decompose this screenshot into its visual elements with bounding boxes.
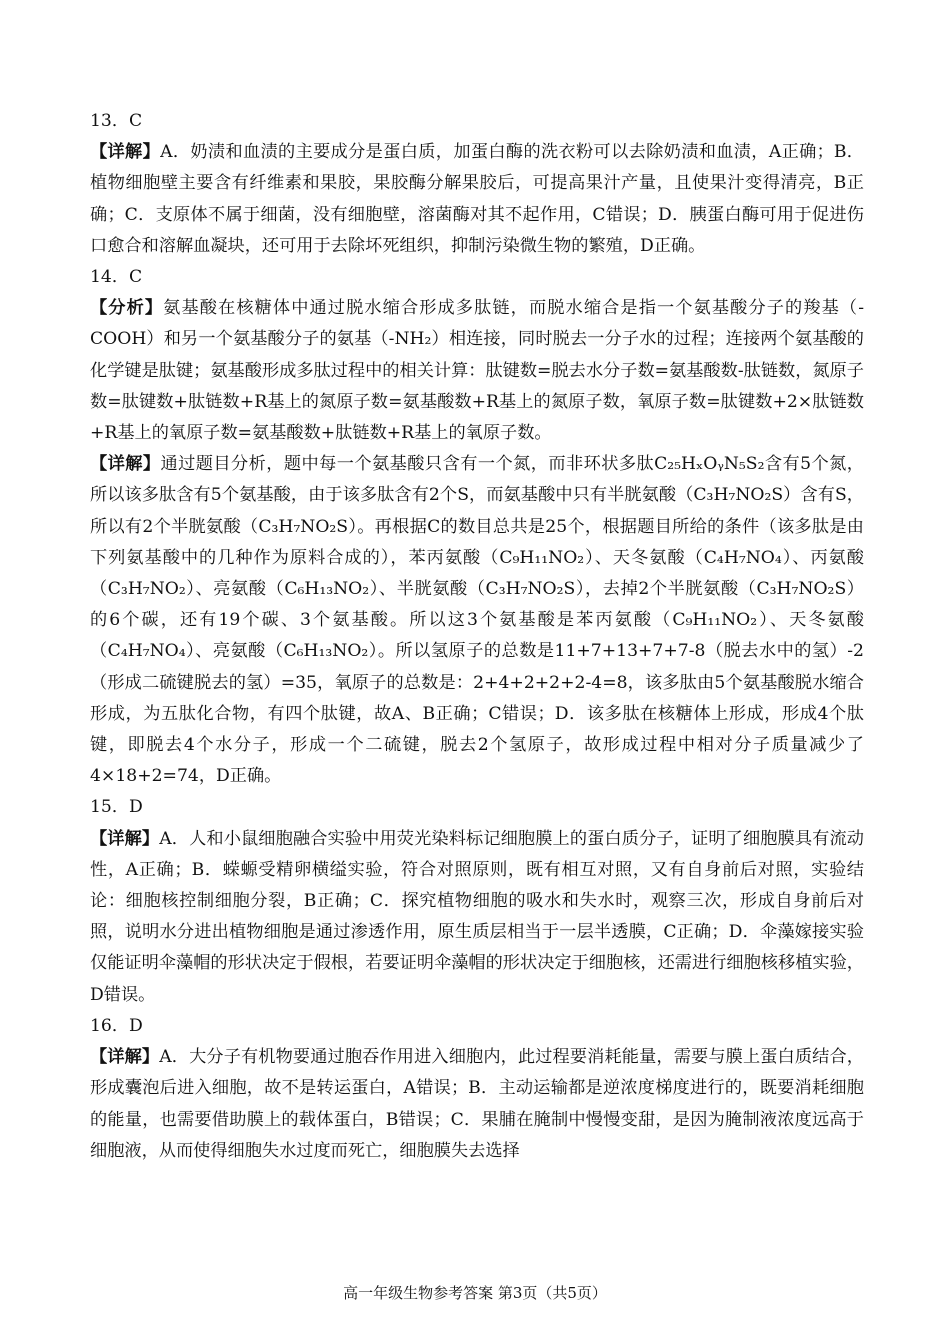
paragraph-label: 【详解】 bbox=[90, 828, 160, 849]
explanation-paragraph bbox=[90, 137, 864, 262]
paragraph-label: 【分析】 bbox=[90, 298, 164, 319]
paragraph-text: A．大分子有机物要通过胞吞作用进入细胞内，此过程要消耗能量，需要与膜上蛋白质结合，形成囊泡后进入细胞，故不是转运蛋白，A错误；B．主动运输都是逆浓度梯度进行的，既要消耗细胞的能量，也需要借助膜上的载体蛋白，B错误；C．果脯在腌制中慢慢变甜，是因为腌制液浓度远高于细胞液，从而使得细胞失水过度而死亡，细胞膜失去选择 bbox=[90, 1047, 864, 1161]
paragraph-text: A．奶渍和血渍的主要成分是蛋白质，加蛋白酶的洗衣粉可以去除奶渍和血渍，A正确；B．植物细胞壁主要含有纤维素和果胶，果胶酶分解果胶后，可提高果汁产量，且使果汁变得清亮，B正确；C．支原体不属于细菌，没有细胞壁，溶菌酶对其不起作用，C错误；D．胰蛋白酶可用于促进伤口愈合和溶解血凝块，还可用于去除坏死组织，抑制污染微生物的繁殖，D正确。 bbox=[90, 142, 864, 256]
question-15 bbox=[90, 792, 864, 1010]
question-number: 14．C bbox=[90, 267, 143, 288]
paragraph-text: 氨基酸在核糖体中通过脱水缩合形成多肽链，而脱水缩合是指一个氨基酸分子的羧基（-COOH）和另一个氨基酸分子的氨基（-NH₂）相连接，同时脱去一分子水的过程；连接两个氨基酸的化学键是肽键；氨基酸形成多肽过程中的相关计算：肽键数=脱去水分子数=氨基酸数-肽链数，氮原子数=肽键数+肽链数+R基上的氮原子数=氨基酸数+R基上的氮原子数，氧原子数=肽键数+2×肽链数+R基上的氧原子数=氨基酸数+肽链数+R基上的氧原子数。 bbox=[90, 298, 864, 444]
question-number: 15．D bbox=[90, 797, 143, 818]
question-13 bbox=[90, 106, 864, 262]
explanation-paragraph bbox=[90, 449, 864, 792]
question-number: 13．C bbox=[90, 111, 143, 131]
question-16 bbox=[90, 1011, 864, 1167]
question-number: 16．D bbox=[90, 1015, 143, 1036]
explanation-paragraph bbox=[90, 1042, 864, 1167]
paragraph-text: A．人和小鼠细胞融合实验中用荧光染料标记细胞膜上的蛋白质分子，证明了细胞膜具有流动性，A正确；B．蝾螈受精卵横缢实验，符合对照原则，既有相互对照，又有自身前后对照，实验结论：细胞核控制细胞分裂，B正确；C．探究植物细胞的吸水和失水时，观察三次，形成自身前后对照，说明水分进出植物细胞是通过渗透作用，原生质层相当于一层半透膜，C正确；D．伞藻嫁接实验仅能证明伞藻帽的形状决定于假根，若要证明伞藻帽的形状决定于细胞核，还需进行细胞核移植实验，D错误。 bbox=[90, 828, 864, 1005]
paragraph-label: 【详解】 bbox=[90, 1047, 160, 1068]
analysis-paragraph bbox=[90, 293, 864, 449]
paragraph-label: 【详解】 bbox=[90, 454, 161, 475]
answer-content bbox=[90, 106, 864, 1167]
paragraph-text: 通过题目分析，题中每一个氨基酸只含有一个氮，而非环状多肽C₂₅HₓOᵧN₅S₂含有5个氮，所以该多肽含有5个氨基酸，由于该多肽含有2个S，而氨基酸中只有半胱氨酸（C₃H₇NO₂S）含有S，所以有2个半胱氨酸（C₃H₇NO₂S）。再根据C的数目总共是25个，根据题目所给的条件（该多肽是由下列氨基酸中的几种作为原料合成的），苯丙氨酸（C₉H₁₁NO₂）、天冬氨酸（C₄H₇NO₄）、丙氨酸（C₃H₇NO₂）、亮氨酸（C₆H₁₃NO₂）、半胱氨酸（C₃H₇NO₂S），去掉2个半胱氨酸（C₃H₇NO₂S）的6个碳，还有19个碳、3个氨基酸。所以这3个氨基酸是苯丙氨酸（C₉H₁₁NO₂）、天冬氨酸（C₄H₇NO₄）、亮氨酸（C₆H₁₃NO₂）。所以氢原子的总数是11+7+13+7+7-8（脱去水中的氢）-2（形成二硫键脱去的氢）=35，氧原子的总数是：2+4+2+2+2-4=8，该多肽由5个氨基酸脱水缩合形成，为五肽化合物，有四个肽键，故A、B正确；C错误；D．该多肽在核糖体上形成，形成4个肽键，即脱去4个水分子，形成一个二硫键，脱去2个氢原子，故形成过程中相对分子质量减少了4×18+2=74，D正确。 bbox=[90, 454, 864, 787]
explanation-paragraph bbox=[90, 824, 864, 1011]
page-footer: 高一年级生物参考答案 第3页（共5页） bbox=[343, 1284, 607, 1302]
question-14 bbox=[90, 262, 864, 792]
paragraph-label: 【详解】 bbox=[90, 142, 161, 163]
